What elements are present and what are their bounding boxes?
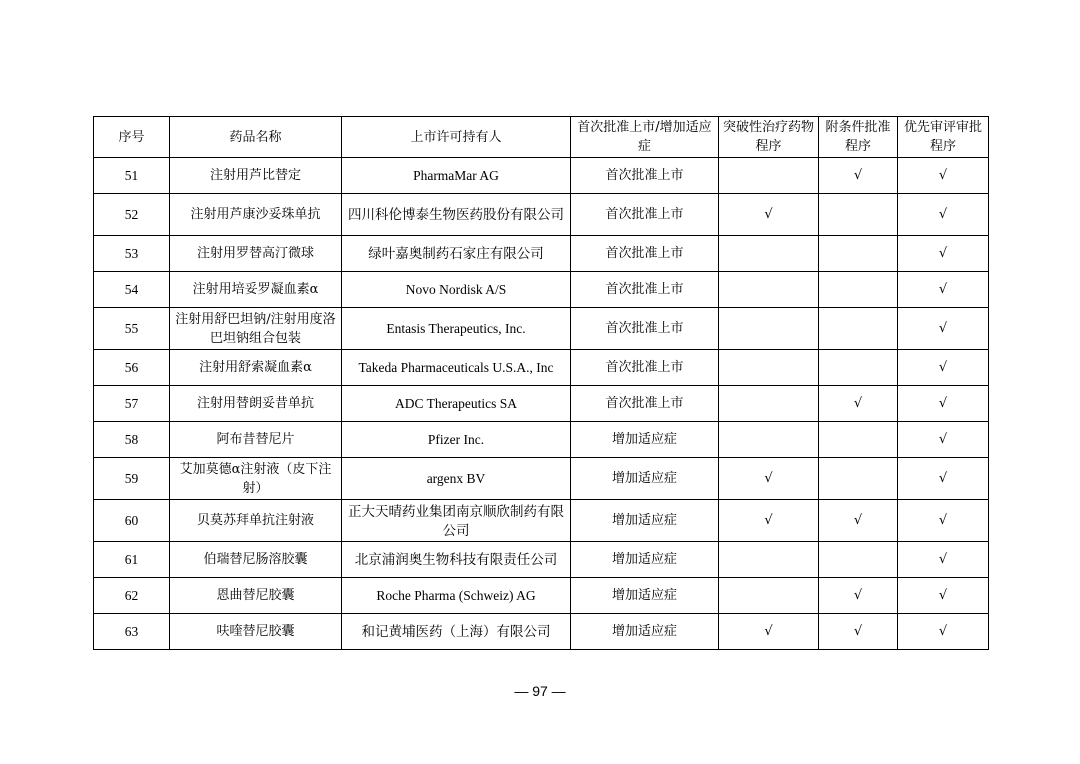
cell-priority-mark: √ — [898, 500, 989, 542]
header-conditional: 附条件批准程序 — [819, 117, 898, 158]
cell-no: 60 — [94, 500, 170, 542]
cell-priority-mark: √ — [898, 308, 989, 350]
cell-priority-mark: √ — [898, 386, 989, 422]
table-row — [94, 578, 989, 614]
table-row — [94, 386, 989, 422]
cell-drug-name: 呋喹替尼胶囊 — [170, 614, 342, 650]
cell-approval-type: 增加适应症 — [571, 500, 719, 542]
cell-license-holder: Roche Pharma (Schweiz) AG — [342, 578, 571, 614]
cell-conditional-mark — [819, 236, 898, 272]
cell-no: 55 — [94, 308, 170, 350]
cell-conditional-mark: √ — [819, 614, 898, 650]
cell-license-holder: 北京浦润奥生物科技有限责任公司 — [342, 542, 571, 578]
cell-drug-name: 注射用替朗妥昔单抗 — [170, 386, 342, 422]
cell-conditional-mark: √ — [819, 500, 898, 542]
cell-priority-mark: √ — [898, 158, 989, 194]
cell-drug-name: 注射用舒索凝血素α — [170, 350, 342, 386]
cell-conditional-mark: √ — [819, 578, 898, 614]
cell-approval-type: 首次批准上市 — [571, 308, 719, 350]
cell-breakthrough-mark: √ — [719, 458, 819, 500]
cell-license-holder: argenx BV — [342, 458, 571, 500]
table-row — [94, 614, 989, 650]
cell-license-holder: ADC Therapeutics SA — [342, 386, 571, 422]
cell-breakthrough-mark — [719, 578, 819, 614]
cell-breakthrough-mark — [719, 542, 819, 578]
cell-breakthrough-mark — [719, 350, 819, 386]
cell-license-holder: 正大天晴药业集团南京顺欣制药有限公司 — [342, 500, 571, 542]
cell-approval-type: 首次批准上市 — [571, 158, 719, 194]
cell-priority-mark: √ — [898, 272, 989, 308]
cell-conditional-mark — [819, 350, 898, 386]
cell-breakthrough-mark — [719, 308, 819, 350]
cell-no: 52 — [94, 194, 170, 236]
cell-no: 58 — [94, 422, 170, 458]
cell-drug-name: 贝莫苏拜单抗注射液 — [170, 500, 342, 542]
table-row — [94, 458, 989, 500]
drug-approval-table — [93, 116, 989, 650]
table-row — [94, 272, 989, 308]
cell-approval-type: 首次批准上市 — [571, 194, 719, 236]
cell-approval-type: 增加适应症 — [571, 542, 719, 578]
table-row — [94, 422, 989, 458]
cell-breakthrough-mark: √ — [719, 500, 819, 542]
cell-approval-type: 首次批准上市 — [571, 350, 719, 386]
cell-drug-name: 恩曲替尼胶囊 — [170, 578, 342, 614]
cell-conditional-mark — [819, 422, 898, 458]
cell-license-holder: 绿叶嘉奥制药石家庄有限公司 — [342, 236, 571, 272]
cell-conditional-mark: √ — [819, 386, 898, 422]
table-row — [94, 542, 989, 578]
table-row — [94, 194, 989, 236]
header-row — [94, 117, 989, 158]
cell-no: 62 — [94, 578, 170, 614]
page-number: — 97 — — [514, 683, 566, 699]
table-row — [94, 158, 989, 194]
cell-approval-type: 首次批准上市 — [571, 272, 719, 308]
cell-conditional-mark — [819, 542, 898, 578]
cell-no: 51 — [94, 158, 170, 194]
table-body — [94, 158, 989, 650]
header-license-holder: 上市许可持有人 — [342, 117, 571, 158]
cell-license-holder: 四川科伦博泰生物医药股份有限公司 — [342, 194, 571, 236]
cell-priority-mark: √ — [898, 422, 989, 458]
cell-license-holder: Entasis Therapeutics, Inc. — [342, 308, 571, 350]
cell-drug-name: 注射用罗替高汀微球 — [170, 236, 342, 272]
cell-breakthrough-mark — [719, 236, 819, 272]
header-approval-type: 首次批准上市/增加适应症 — [571, 117, 719, 158]
cell-drug-name: 注射用芦比替定 — [170, 158, 342, 194]
cell-conditional-mark — [819, 194, 898, 236]
cell-no: 53 — [94, 236, 170, 272]
cell-approval-type: 增加适应症 — [571, 578, 719, 614]
cell-breakthrough-mark: √ — [719, 194, 819, 236]
cell-approval-type: 增加适应症 — [571, 422, 719, 458]
cell-breakthrough-mark: √ — [719, 614, 819, 650]
cell-no: 59 — [94, 458, 170, 500]
header-breakthrough: 突破性治疗药物程序 — [719, 117, 819, 158]
cell-priority-mark: √ — [898, 194, 989, 236]
cell-priority-mark: √ — [898, 458, 989, 500]
cell-drug-name: 注射用舒巴坦钠/注射用度洛巴坦钠组合包装 — [170, 308, 342, 350]
header-priority: 优先审评审批程序 — [898, 117, 989, 158]
cell-drug-name: 阿布昔替尼片 — [170, 422, 342, 458]
cell-priority-mark: √ — [898, 542, 989, 578]
table-row — [94, 500, 989, 542]
cell-no: 61 — [94, 542, 170, 578]
cell-drug-name: 注射用培妥罗凝血素α — [170, 272, 342, 308]
header-drug-name: 药品名称 — [170, 117, 342, 158]
cell-license-holder: 和记黄埔医药（上海）有限公司 — [342, 614, 571, 650]
cell-license-holder: Pfizer Inc. — [342, 422, 571, 458]
cell-no: 63 — [94, 614, 170, 650]
cell-drug-name: 艾加莫德α注射液（皮下注射） — [170, 458, 342, 500]
cell-approval-type: 首次批准上市 — [571, 236, 719, 272]
cell-breakthrough-mark — [719, 272, 819, 308]
cell-approval-type: 首次批准上市 — [571, 386, 719, 422]
cell-breakthrough-mark — [719, 386, 819, 422]
cell-approval-type: 增加适应症 — [571, 458, 719, 500]
table-row — [94, 308, 989, 350]
cell-conditional-mark: √ — [819, 158, 898, 194]
table-row — [94, 350, 989, 386]
cell-license-holder: Novo Nordisk A/S — [342, 272, 571, 308]
cell-priority-mark: √ — [898, 578, 989, 614]
cell-conditional-mark — [819, 458, 898, 500]
cell-license-holder: Takeda Pharmaceuticals U.S.A., Inc — [342, 350, 571, 386]
cell-drug-name: 注射用芦康沙妥珠单抗 — [170, 194, 342, 236]
cell-no: 56 — [94, 350, 170, 386]
cell-no: 54 — [94, 272, 170, 308]
cell-priority-mark: √ — [898, 350, 989, 386]
cell-breakthrough-mark — [719, 422, 819, 458]
cell-priority-mark: √ — [898, 614, 989, 650]
header-no: 序号 — [94, 117, 170, 158]
cell-license-holder: PharmaMar AG — [342, 158, 571, 194]
cell-priority-mark: √ — [898, 236, 989, 272]
cell-approval-type: 增加适应症 — [571, 614, 719, 650]
cell-breakthrough-mark — [719, 158, 819, 194]
table-row — [94, 236, 989, 272]
cell-conditional-mark — [819, 308, 898, 350]
cell-no: 57 — [94, 386, 170, 422]
cell-conditional-mark — [819, 272, 898, 308]
cell-drug-name: 伯瑞替尼肠溶胶囊 — [170, 542, 342, 578]
